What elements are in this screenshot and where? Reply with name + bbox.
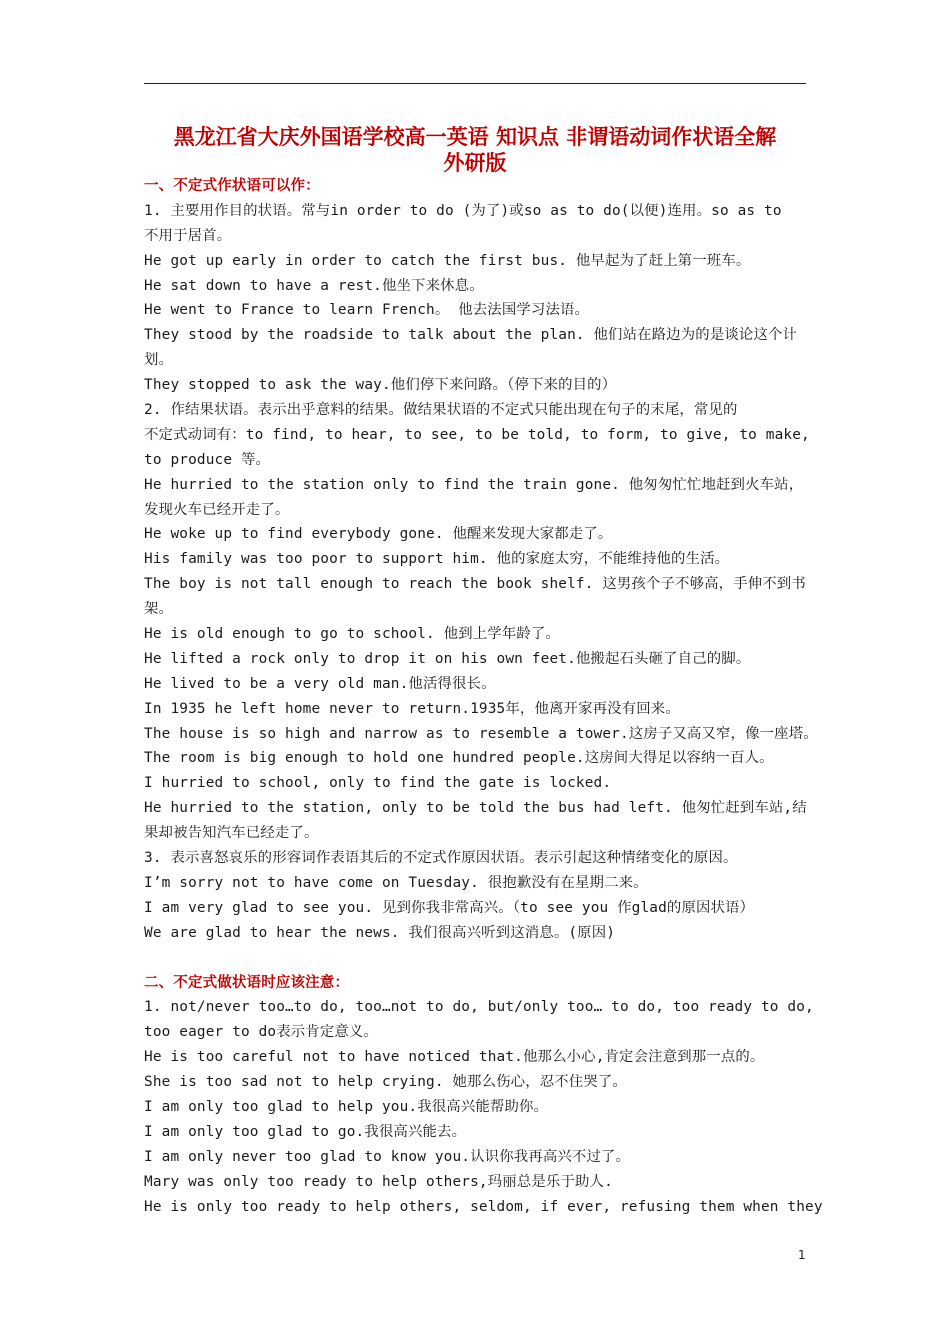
text-line: 1. 主要用作目的状语。常与in order to do (为了)或so as to do(以便)连用。so as to — [144, 202, 782, 219]
text-line: I am very glad to see you. 见到你我非常高兴。（to see you 作glad的原因状语） — [144, 899, 755, 916]
blank-line — [144, 946, 816, 971]
text-line: He went to France to learn French。 他去法国学习法语。 — [144, 302, 590, 319]
text-line: He woke up to find everybody gone. 他醒来发现大家都走了。 — [144, 526, 613, 543]
text-line: In 1935 he left home never to return.1935年，他离开家再没有回来。 — [144, 700, 680, 717]
page-number: 1 — [798, 1248, 806, 1262]
text-line: His family was too poor to support him. 他的家庭太穷，不能维持他的生活。 — [144, 551, 730, 568]
text-line: They stopped to ask the way.他们停下来问路。（停下来的目的） — [144, 377, 617, 394]
text-line: He is old enough to go to school. 他到上学年龄了。 — [144, 626, 560, 643]
title-line-2: 外研版 — [443, 151, 507, 175]
section-heading: 二、不定式做状语时应该注意： — [144, 974, 350, 991]
text-line: 划。 — [144, 352, 174, 369]
text-line: 2. 作结果状语。表示出乎意料的结果。做结果状语的不定式只能出现在句子的末尾，常见的 — [144, 402, 738, 419]
text-line: 3. 表示喜怒哀乐的形容词作表语其后的不定式作原因状语。表示引起这种情绪变化的原因。 — [144, 850, 738, 867]
text-line: 1. not/never too…to do, too…not to do, but/only too… to do, too ready to do, — [144, 999, 814, 1016]
text-line: 不用于居首。 — [144, 227, 232, 244]
title-line-1: 黑龙江省大庆外国语学校高一英语 知识点 非谓语动词作状语全解 — [173, 125, 777, 149]
document-title — [144, 124, 806, 176]
text-line: The boy is not tall enough to reach the book shelf. 这男孩个子不够高，手伸不到书 — [144, 576, 806, 593]
text-line: He lifted a rock only to drop it on his own feet.他搬起石头砸了自己的脚。 — [144, 650, 751, 667]
text-line: to produce 等。 — [144, 451, 271, 468]
section-heading: 一、不定式作状语可以作： — [144, 178, 320, 194]
text-line: The room is big enough to hold one hundred people.这房间大得足以容纳一百人。 — [144, 750, 774, 767]
text-line: I am only too glad to help you.我很高兴能帮助你。 — [144, 1098, 549, 1115]
text-line: He lived to be a very old man.他活得很长。 — [144, 675, 496, 692]
text-line: They stood by the roadside to talk about the plan. 他们站在路边为的是谈论这个计 — [144, 327, 798, 344]
text-line: I am only too glad to go.我很高兴能去。 — [144, 1123, 467, 1140]
text-line: 发现火车已经开走了。 — [144, 501, 290, 518]
text-line: She is too sad not to help crying. 她那么伤心，忍不住哭了。 — [144, 1074, 627, 1091]
text-line: 不定式动词有：to find, to hear, to see, to be told, to form, to give, to make, — [144, 426, 810, 443]
text-line: I am only never too glad to know you.认识你我再高兴不过了。 — [144, 1148, 631, 1165]
text-line: too eager to do表示肯定意义。 — [144, 1024, 378, 1041]
header-rule — [144, 83, 806, 84]
text-line: 架。 — [144, 601, 174, 618]
text-line: He sat down to have a rest.他坐下来休息。 — [144, 277, 484, 294]
text-line: He is only too ready to help others, seldom, if ever, refusing them when they — [144, 1198, 823, 1215]
text-line: Mary was only too ready to help others,玛丽总是乐于助人. — [144, 1173, 613, 1190]
text-line: He hurried to the station, only to be told the bus had left. 他匆忙赶到车站,结 — [144, 800, 807, 817]
text-line: He is too careful not to have noticed that.他那么小心,肯定会注意到那一点的。 — [144, 1049, 765, 1066]
text-line: 果却被告知汽车已经走了。 — [144, 825, 319, 842]
text-line: He got up early in order to catch the first bus. 他早起为了赶上第一班车。 — [144, 252, 751, 269]
text-line: We are glad to hear the news. 我们很高兴听到这消息。(原因) — [144, 924, 616, 941]
text-line: He hurried to the station only to find the train gone. 他匆匆忙忙地赶到火车站， — [144, 476, 804, 493]
text-line: I hurried to school, only to find the gate is locked. — [144, 775, 612, 792]
text-line: The house is so high and narrow as to resemble a tower.这房子又高又窄，像一座塔。 — [144, 725, 818, 742]
document-body — [144, 174, 823, 1219]
text-line: I’m sorry not to have come on Tuesday. 很抱歉没有在星期二来。 — [144, 874, 648, 891]
